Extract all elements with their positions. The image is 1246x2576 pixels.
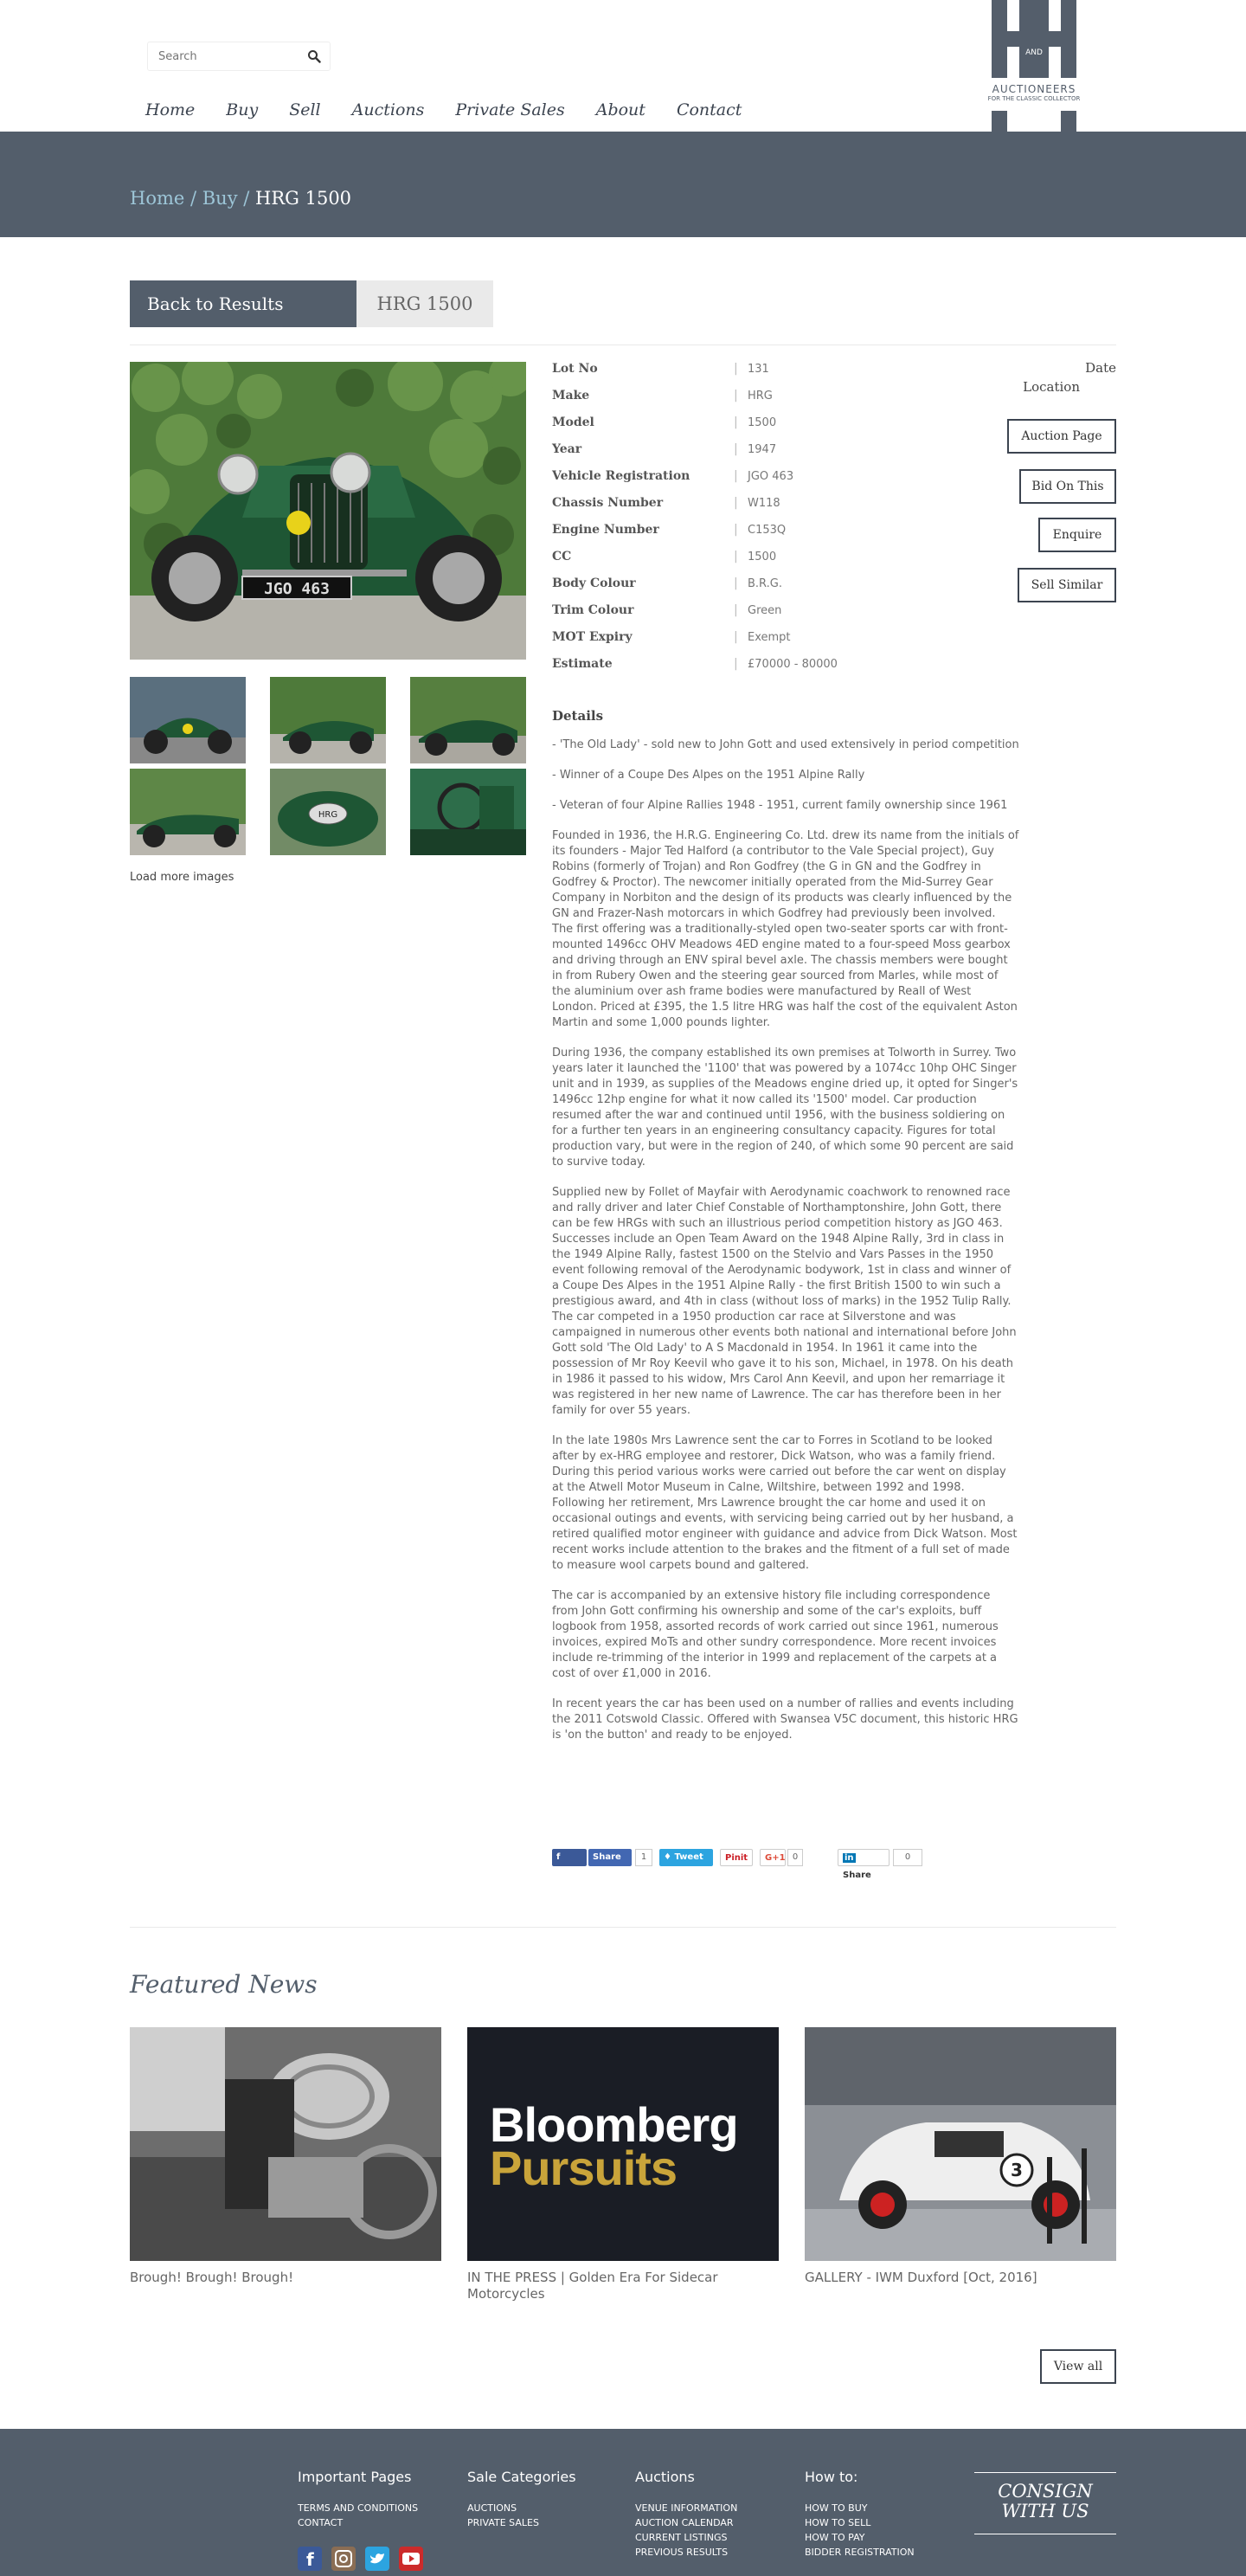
nav-contact[interactable]: Contact — [676, 100, 742, 119]
site-footer — [0, 2429, 1246, 2576]
spec-separator: | — [734, 442, 738, 456]
spec-value: 1947 — [748, 443, 777, 456]
spec-label: CC — [552, 550, 572, 564]
main-car-image[interactable] — [130, 362, 526, 660]
details-paragraph: Supplied new by Follet of Mayfair with Aerodynamic coachwork to renowned race and rally driver and later Chief Constable of Northamptonshire, John Gott, there can be few HRGs with such an illustrious period competition history as JGO 463. Successes include an Open Team Award on the 1948 Alpine Rally, 3rd in class in the 1949 Alpine Rally, fastest 1500 on the Stelvio and Vars Passes in the 1950 event following removal of the Aerodynamic bodywork, 1st in class and winner of a Coupe Des Alpes in the 1951 Alpine Rally - the first British 1500 to win such a prestigious award, and 4th in class (without loss of marks) in the 1952 Tulip Rally. The car competed in a 1950 production car race at Silverstone and was campaigned in numerous other events both national and international before John Gott sold 'The Old Lady' to A S Macdonald in 1954. In 1961 it came into the possession of Mr Roy Keevil who gave it to his son, Michael, in 1978. On his death in 1986 it passed to his widow, Mrs Carol Ann Keevil, and upon her remarriage it was registered in her new name of Lawrence. The car has therefore been in her family for over 55 years. — [552, 1186, 1017, 1417]
site-header — [0, 0, 1246, 132]
spec-row — [552, 603, 1037, 622]
details-heading: Details — [552, 708, 604, 724]
news-image[interactable] — [467, 2027, 779, 2261]
google-plus-count: 0 — [787, 1849, 803, 1866]
footer-column-title: How to: — [805, 2469, 858, 2485]
instagram-icon[interactable] — [331, 2547, 356, 2571]
page-banner — [0, 132, 1246, 237]
spec-label: Year — [552, 442, 582, 456]
details-paragraph: - Winner of a Coupe Des Alpes on the 1951 Alpine Rally — [552, 769, 865, 782]
spec-value: W118 — [748, 497, 780, 510]
breadcrumb-home[interactable]: Home — [130, 188, 185, 209]
search-input[interactable] — [148, 42, 295, 70]
facebook-share-button[interactable]: Share — [588, 1849, 632, 1866]
search-icon[interactable] — [307, 49, 321, 63]
spec-row — [552, 576, 1037, 596]
google-plus-button[interactable]: G+1 — [760, 1849, 786, 1866]
youtube-icon[interactable] — [399, 2547, 423, 2571]
spec-row — [552, 389, 1037, 408]
news-caption[interactable]: Brough! Brough! Brough! — [130, 2270, 294, 2285]
nav-auctions[interactable]: Auctions — [351, 100, 425, 119]
spec-row — [552, 415, 1037, 435]
logo-tagline: FOR THE CLASSIC COLLECTOR — [987, 95, 1081, 102]
spec-row — [552, 496, 1037, 515]
plate-text: JGO 463 — [264, 580, 330, 598]
tweet-label: Tweet — [674, 1852, 703, 1862]
nav-about[interactable]: About — [595, 100, 645, 119]
footer-link[interactable]: AUCTION CALENDAR — [635, 2517, 734, 2528]
spec-separator: | — [734, 657, 738, 671]
spec-separator: | — [734, 576, 738, 590]
spec-label: Body Colour — [552, 576, 636, 590]
auction-page-button[interactable]: Auction Page — [1007, 419, 1116, 454]
spec-value: 1500 — [748, 551, 777, 564]
breadcrumb-current: HRG 1500 — [255, 188, 352, 209]
breadcrumb-separator: / — [237, 188, 256, 209]
spec-value: £70000 - 80000 — [748, 658, 838, 671]
breadcrumb-separator: / — [184, 188, 202, 209]
logo-bar — [992, 0, 1007, 78]
footer-link[interactable]: CURRENT LISTINGS — [635, 2532, 728, 2543]
spec-label: Estimate — [552, 657, 613, 671]
spec-label: Lot No — [552, 362, 598, 376]
lot-title-tab: HRG 1500 — [356, 280, 493, 327]
news-caption[interactable]: GALLERY - IWM Duxford [Oct, 2016] — [805, 2270, 1037, 2285]
pinterest-pinit-button[interactable]: Pinit — [720, 1849, 753, 1866]
logo-bar — [1007, 31, 1019, 47]
spec-label: MOT Expiry — [552, 630, 633, 644]
news-image[interactable] — [805, 2027, 1116, 2261]
spec-label: Trim Colour — [552, 603, 634, 617]
facebook-like-button[interactable] — [552, 1849, 587, 1879]
spec-separator: | — [734, 523, 738, 537]
sell-similar-button[interactable]: Sell Similar — [1018, 568, 1116, 602]
footer-social-icons — [298, 2547, 433, 2571]
details-paragraph: In recent years the car has been used on a number of rallies and events including the 2011 Cotswold Classic. Offered with Swansea V5C document, this historic HRG is 'on the button' and ready to be enjoyed. — [552, 1697, 1018, 1742]
linkedin-share-count: 0 — [893, 1849, 922, 1866]
spec-row — [552, 362, 1037, 381]
spec-label: Engine Number — [552, 523, 659, 537]
spec-label: Chassis Number — [552, 496, 664, 510]
logo-bar — [1019, 0, 1049, 78]
enquire-button[interactable]: Enquire — [1038, 518, 1116, 552]
spec-value: Exempt — [748, 631, 791, 644]
logo-bar — [992, 111, 1007, 132]
logo-bar — [1061, 0, 1076, 78]
footer-link[interactable]: CONTACT — [298, 2517, 344, 2528]
spec-value: B.R.G. — [748, 577, 782, 590]
thumbnail-2[interactable] — [270, 677, 386, 763]
footer-column-sale-categories — [467, 2469, 576, 2530]
date-label: Date — [1085, 360, 1116, 376]
breadcrumb-buy[interactable]: Buy — [202, 188, 238, 209]
logo-bar — [1049, 31, 1061, 47]
footer-column-title: Sale Categories — [467, 2469, 576, 2485]
footer-link[interactable]: PRIVATE SALES — [467, 2517, 539, 2528]
location-label: Location — [1023, 379, 1080, 395]
bloomberg-logo-line1: Bloomberg — [490, 2097, 738, 2152]
spec-value: JGO 463 — [748, 470, 794, 483]
facebook-icon[interactable] — [298, 2547, 322, 2571]
nav-buy[interactable]: Buy — [226, 100, 259, 119]
thumbnail-1[interactable] — [130, 677, 246, 763]
footer-link[interactable]: PREVIOUS RESULTS — [635, 2547, 729, 2558]
details-paragraph: - Veteran of four Alpine Rallies 1948 - 1951, current family ownership since 1961 — [552, 799, 1008, 812]
spec-separator: | — [734, 362, 738, 376]
thumbnail-6[interactable] — [410, 769, 526, 855]
details-body — [552, 737, 1019, 1758]
spec-row — [552, 657, 1037, 676]
featured-news-heading: Featured News — [130, 1970, 318, 1999]
news-card[interactable] — [467, 2027, 779, 2302]
nav-home[interactable]: Home — [145, 100, 196, 119]
twitter-icon: ♦ — [664, 1852, 675, 1862]
thumbnail-3[interactable] — [410, 677, 526, 763]
details-paragraph: Founded in 1936, the H.R.G. Engineering Co. Ltd. drew its name from the initials of its founders - Major Ted Halford (a contributor to the Vale Special project), Guy Robins (formerly of Trojan) and Ron Godfrey (the G in GN and the Godfrey in Godfrey & Proctor). The newcomer initially operated from the Mid-Surrey Gear Company in Norbiton and the design of its products was clearly influenced by the GN and Frazer-Nash motorcars in which Godfrey had previously been involved. The first offering was a traditionally-styled open two-seater sports car with front-mounted 1496cc OHV Meadows 4ED engine mated to a four-speed Moss gearbox and driving through an ENV spiral bevel axle. The chassis members were bought in from Rubery Owen and the steering gear sourced from Marles, while most of the aluminium over ash frame bodies were manufactured by Reall of West London. Priced at £395, the 1.5 litre HRG was half the cost of the equivalent Aston Martin and some 1,000 pounds lighter. — [552, 829, 1019, 1029]
spec-row — [552, 523, 1037, 542]
spec-value: C153Q — [748, 524, 787, 537]
footer-link[interactable]: AUCTIONS — [467, 2502, 517, 2514]
spec-row — [552, 630, 1037, 649]
footer-column-title: Auctions — [635, 2469, 695, 2485]
spec-row — [552, 550, 1037, 569]
spec-value: Green — [748, 604, 782, 617]
news-card[interactable] — [130, 2027, 441, 2286]
footer-column-auctions — [635, 2469, 737, 2560]
footer-column-how-to — [805, 2469, 915, 2560]
logo-and-text: AND — [1025, 48, 1043, 57]
spec-label: Model — [552, 415, 594, 429]
footer-link[interactable]: BIDDER REGISTRATION — [805, 2547, 915, 2558]
share-bar — [552, 1849, 950, 1880]
linkedin-icon: in — [845, 1853, 854, 1863]
news-card[interactable] — [805, 2027, 1116, 2286]
bloomberg-logo-line2: Pursuits — [490, 2141, 678, 2195]
bid-on-this-button[interactable]: Bid On This — [1019, 469, 1116, 504]
spec-label: Make — [552, 389, 590, 402]
linkedin-share-label: Share — [843, 1871, 871, 1880]
site-logo[interactable] — [983, 0, 1085, 132]
logo-bar — [1061, 111, 1076, 132]
svg-text:HRG: HRG — [318, 810, 338, 820]
spec-separator: | — [734, 550, 738, 564]
spec-separator: | — [734, 496, 738, 510]
spec-row — [552, 442, 1037, 461]
facebook-share-count: 1 — [635, 1849, 652, 1866]
load-more-images-link[interactable]: Load more images — [130, 871, 234, 884]
spec-separator: | — [734, 415, 738, 429]
footer-column-title: Important Pages — [298, 2469, 412, 2485]
footer-column-important-pages — [298, 2469, 418, 2530]
divider — [130, 1927, 1116, 1928]
footer-link[interactable]: VENUE INFORMATION — [635, 2502, 738, 2514]
breadcrumb — [130, 188, 351, 209]
like-label: Like — [556, 1870, 576, 1879]
twitter-icon[interactable] — [365, 2547, 389, 2571]
spec-separator: | — [734, 389, 738, 402]
tweet-button[interactable] — [659, 1849, 713, 1866]
view-all-button[interactable]: View all — [1040, 2349, 1116, 2384]
footer-link[interactable]: HOW TO BUY — [805, 2502, 868, 2514]
logo-auctioneers-text: AUCTIONEERS — [992, 83, 1076, 95]
spec-separator: | — [734, 603, 738, 617]
spec-value: 1500 — [748, 416, 777, 429]
nav-sell[interactable]: Sell — [289, 100, 321, 119]
spec-value: HRG — [748, 390, 773, 402]
nav-private-sales[interactable]: Private Sales — [455, 100, 565, 119]
details-paragraph: In the late 1980s Mrs Lawrence sent the car to Forres in Scotland to be looked after by ex-HRG employee and restorer, Dick Watson, who was a family friend. During this period various works were carried out before the car went on display at the Atwell Motor Museum in Calne, Wiltshire, between 1992 and 1998. Following her retirement, Mrs Lawrence brought the car home and used it on occasional outings and events, with servicing being carried out by her husband, a retired qualified motor engineer with guidance and advice from Dick Watson. Most recent works include attention to the brakes and the fitment of a full set of made to measure wool carpets bound and galtered. — [552, 1434, 1018, 1572]
news-image[interactable] — [130, 2027, 441, 2261]
footer-link[interactable]: HOW TO PAY — [805, 2532, 865, 2543]
consign-with-us-button[interactable]: CONSIGN WITH US — [974, 2472, 1116, 2534]
thumbnail-4[interactable] — [130, 769, 246, 855]
news-caption[interactable]: IN THE PRESS | Golden Era For Sidecar Motorcycles — [467, 2270, 718, 2302]
details-paragraph: During 1936, the company established its own premises at Tolworth in Surrey. Two years later it launched the '1100' that was powered by a 1074cc 10hp OHC Singer unit and in 1939, as supplies of the Meadows engine dried up, it opted for Singer's 1496cc 12hp engine for what it now called its '1500' model. Car production resumed after the war and continued until 1956, with the business soldiering on for a further ten years in an engineering consultancy capacity. Figures for total production vary, but were in the region of 240, of which some 90 percent are said to survive today. — [552, 1046, 1018, 1169]
spec-separator: | — [734, 469, 738, 483]
spec-value: 131 — [748, 363, 769, 376]
footer-link[interactable]: HOW TO SELL — [805, 2517, 871, 2528]
svg-text:3: 3 — [1011, 2160, 1023, 2180]
search-box[interactable] — [147, 42, 331, 71]
spec-label: Vehicle Registration — [552, 469, 690, 483]
thumbnail-5[interactable] — [270, 769, 386, 855]
details-paragraph: - 'The Old Lady' - sold new to John Gott and used extensively in period competition — [552, 738, 1019, 751]
spec-separator: | — [734, 630, 738, 644]
svg-text:f: f — [306, 2549, 314, 2570]
spec-row — [552, 469, 1037, 488]
facebook-icon: f — [556, 1852, 561, 1862]
main-nav — [130, 100, 757, 119]
details-paragraph: The car is accompanied by an extensive history file including correspondence from John Gott confirming his ownership and some of the car's exploits, buff logbook from 1958, assorted records of work carried out since 1961, numerous invoices, expired MoTs and other sundry correspondence. More recent invoices include re-trimming of the interior in 1999 and replacement of the carpets at a cost of over £1,000 in 2016. — [552, 1589, 999, 1680]
back-to-results-button[interactable]: Back to Results — [130, 280, 356, 327]
footer-link[interactable]: TERMS AND CONDITIONS — [298, 2502, 419, 2514]
linkedin-share-button[interactable] — [838, 1849, 890, 1880]
